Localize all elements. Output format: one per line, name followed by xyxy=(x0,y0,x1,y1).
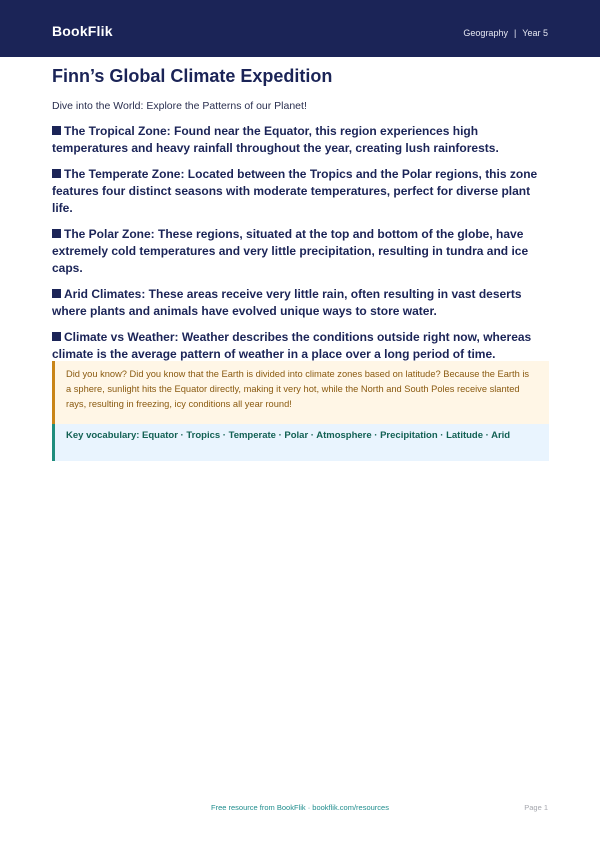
key-vocabulary-box xyxy=(52,424,549,461)
key-points-list xyxy=(52,123,552,372)
page-subtitle: Dive into the World: Explore the Patterns of our Planet! xyxy=(52,100,307,112)
page-title: Finn’s Global Climate Expedition xyxy=(52,66,333,86)
bullet-square-icon xyxy=(52,289,61,298)
subject-year-meta xyxy=(463,28,548,38)
key-point-text: The Temperate Zone: Located between the Tropics and the Polar regions, this zone features four distinct seasons with moderate temperatures, perfect for diverse plant life. xyxy=(52,167,538,215)
subject-label: Geography xyxy=(463,28,508,38)
year-label: Year 5 xyxy=(522,28,548,38)
key-point-text: Climate vs Weather: Weather describes the conditions outside right now, whereas climate is the average pattern of weather in a place over a long period of time. xyxy=(52,330,532,361)
brand-logo-text[interactable]: BookFlik xyxy=(52,23,113,39)
bullet-square-icon xyxy=(52,126,61,135)
bullet-square-icon xyxy=(52,229,61,238)
key-point-climate-weather xyxy=(52,329,552,363)
bullet-square-icon xyxy=(52,332,61,341)
key-point-arid xyxy=(52,286,552,320)
key-point-text: The Tropical Zone: Found near the Equator, this region experiences high temperatures and heavy rainfall throughout the year, creating lush rainforests. xyxy=(52,124,499,155)
footer-resource-link[interactable]: Free resource from BookFlik · bookflik.com/resources xyxy=(211,803,389,812)
key-point-tropical xyxy=(52,123,552,157)
key-point-text: The Polar Zone: These regions, situated at the top and bottom of the globe, have extremely cold temperatures and very little precipitation, resulting in tundra and ice caps. xyxy=(52,227,529,275)
key-point-temperate xyxy=(52,166,552,217)
bullet-square-icon xyxy=(52,169,61,178)
page-footer xyxy=(0,803,600,817)
key-point-text: Arid Climates: These areas receive very little rain, often resulting in vast deserts where plants and animals have evolved unique ways to store water. xyxy=(52,287,522,318)
key-point-polar xyxy=(52,226,552,277)
did-you-know-box xyxy=(52,361,549,424)
top-banner xyxy=(0,0,600,57)
meta-separator: | xyxy=(513,28,517,38)
page-number: Page 1 xyxy=(524,803,548,812)
did-you-know-text: Did you know? Did you know that the Earth is divided into climate zones based on latitude? Because the Earth is a sphere, sunlight hits the Equator directly, making it very hot, while the North and South Poles receive slanted rays, resulting in freezing, icy conditions all year round! xyxy=(66,369,530,409)
key-vocabulary-text: Key vocabulary: Equator · Tropics · Temperate · Polar · Atmosphere · Precipitation · Latitude · Arid xyxy=(66,430,511,441)
